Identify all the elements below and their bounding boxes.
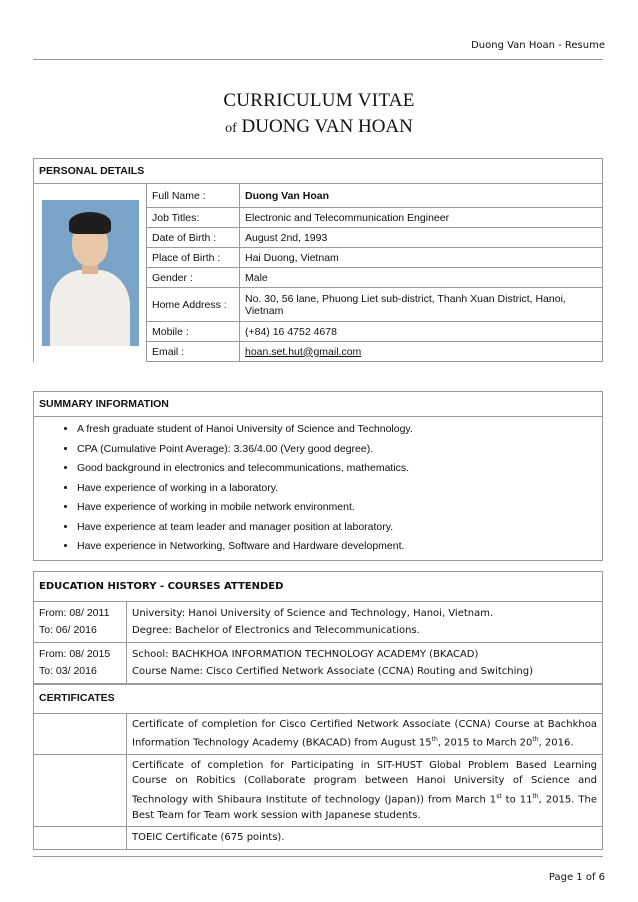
list-item: • CPA (Cumulative Point Average): 3.36/4.00 (Very good degree). — [77, 440, 597, 460]
certificates-heading: CERTIFICATES — [34, 685, 603, 714]
list-item: • Good background in electronics and telecommunications, mathematics. — [77, 459, 597, 479]
value-dob: August 2nd, 1993 — [240, 228, 603, 248]
value-pob: Hai Duong, Vietnam — [240, 248, 603, 268]
cv-title: CURRICULUM VITAE — [223, 90, 415, 111]
certificates-table — [33, 684, 603, 850]
edu-to: To: 03/ 2016 — [39, 665, 97, 677]
value-job-titles: Electronic and Telecommunication Engineer — [240, 208, 603, 228]
cv-of: of — [225, 121, 237, 136]
cert-item: Certificate of completion for Participating in SIT-HUST Global Problem Based Learning Course on Robitics (Collaborate program between Hanoi University of Science and Technology with Shibaura Institute of technology (Japan)) from March 1st to 11th, 2015. The Best Team for Team work session with Japanese students. — [127, 754, 603, 826]
edu-from: From: 08/ 2011 — [39, 607, 110, 619]
list-item: • Have experience of working in a laboratory. — [77, 479, 597, 499]
edu-line: Course Name: Cisco Certified Network Associate (CCNA) Routing and Switching) — [132, 666, 534, 677]
cert-spacer — [34, 827, 127, 850]
summary-heading: SUMMARY INFORMATION — [34, 392, 603, 417]
label-address: Home Address : — [147, 288, 240, 322]
email-link[interactable]: hoan.set.hut@gmail.com — [240, 342, 603, 362]
cert-spacer — [34, 754, 127, 826]
summary-table — [33, 391, 603, 561]
value-mobile: (+84) 16 4752 4678 — [240, 322, 603, 342]
label-email: Email : — [147, 342, 240, 362]
edu-dates — [34, 602, 127, 643]
label-job-titles: Job Titles: — [147, 208, 240, 228]
label-pob: Place of Birth : — [147, 248, 240, 268]
edu-line: Degree: Bachelor of Electronics and Telecommunications. — [132, 625, 420, 636]
summary-list — [39, 420, 597, 557]
edu-dates — [34, 643, 127, 684]
value-address: No. 30, 56 lane, Phuong Liet sub-district, Thanh Xuan District, Hanoi, Vietnam — [240, 288, 603, 322]
edu-line: University: Hanoi University of Science and Technology, Hanoi, Vietnam. — [132, 608, 494, 619]
cv-name-text: DUONG VAN HOAN — [241, 116, 413, 137]
edu-from: From: 08/ 2015 — [39, 648, 111, 660]
label-dob: Date of Birth : — [147, 228, 240, 248]
label-full-name: Full Name : — [147, 184, 240, 208]
list-item: • Have experience at team leader and manager position at laboratory. — [77, 518, 597, 538]
personal-details-heading: PERSONAL DETAILS — [34, 159, 603, 184]
edu-details — [127, 602, 603, 643]
value-full-name: Duong Van Hoan — [240, 184, 603, 208]
label-mobile: Mobile : — [147, 322, 240, 342]
cert-item: TOEIC Certificate (675 points). — [127, 827, 603, 850]
value-gender: Male — [240, 268, 603, 288]
edu-to: To: 06/ 2016 — [39, 624, 97, 636]
personal-details-table — [33, 158, 603, 362]
profile-photo — [42, 200, 139, 346]
header-divider — [33, 59, 603, 60]
cert-item: Certificate of completion for Cisco Certified Network Associate (CCNA) Course at Bachkhoa Information Technology Academy (BKACAD) from August 15th, 2015 to March 20th, 2016. — [127, 713, 603, 754]
photo-cell — [34, 184, 147, 362]
label-gender: Gender : — [147, 268, 240, 288]
education-heading: EDUCATION HISTORY - COURSES ATTENDED — [34, 572, 603, 602]
edu-details — [127, 643, 603, 684]
footer-divider — [33, 856, 603, 857]
list-item: • Have experience in Networking, Software and Hardware development. — [77, 537, 597, 557]
list-item: • A fresh graduate student of Hanoi University of Science and Technology. — [77, 420, 597, 440]
cert-spacer — [34, 713, 127, 754]
page-number: Page 1 of 6 — [548, 872, 605, 883]
running-header: Duong Van Hoan - Resume — [471, 40, 605, 51]
cv-name — [0, 116, 638, 138]
list-item: • Have experience of working in mobile network environment. — [77, 498, 597, 518]
education-table — [33, 571, 603, 684]
edu-line: School: BACHKHOA INFORMATION TECHNOLOGY ACADEMY (BKACAD) — [132, 649, 479, 660]
